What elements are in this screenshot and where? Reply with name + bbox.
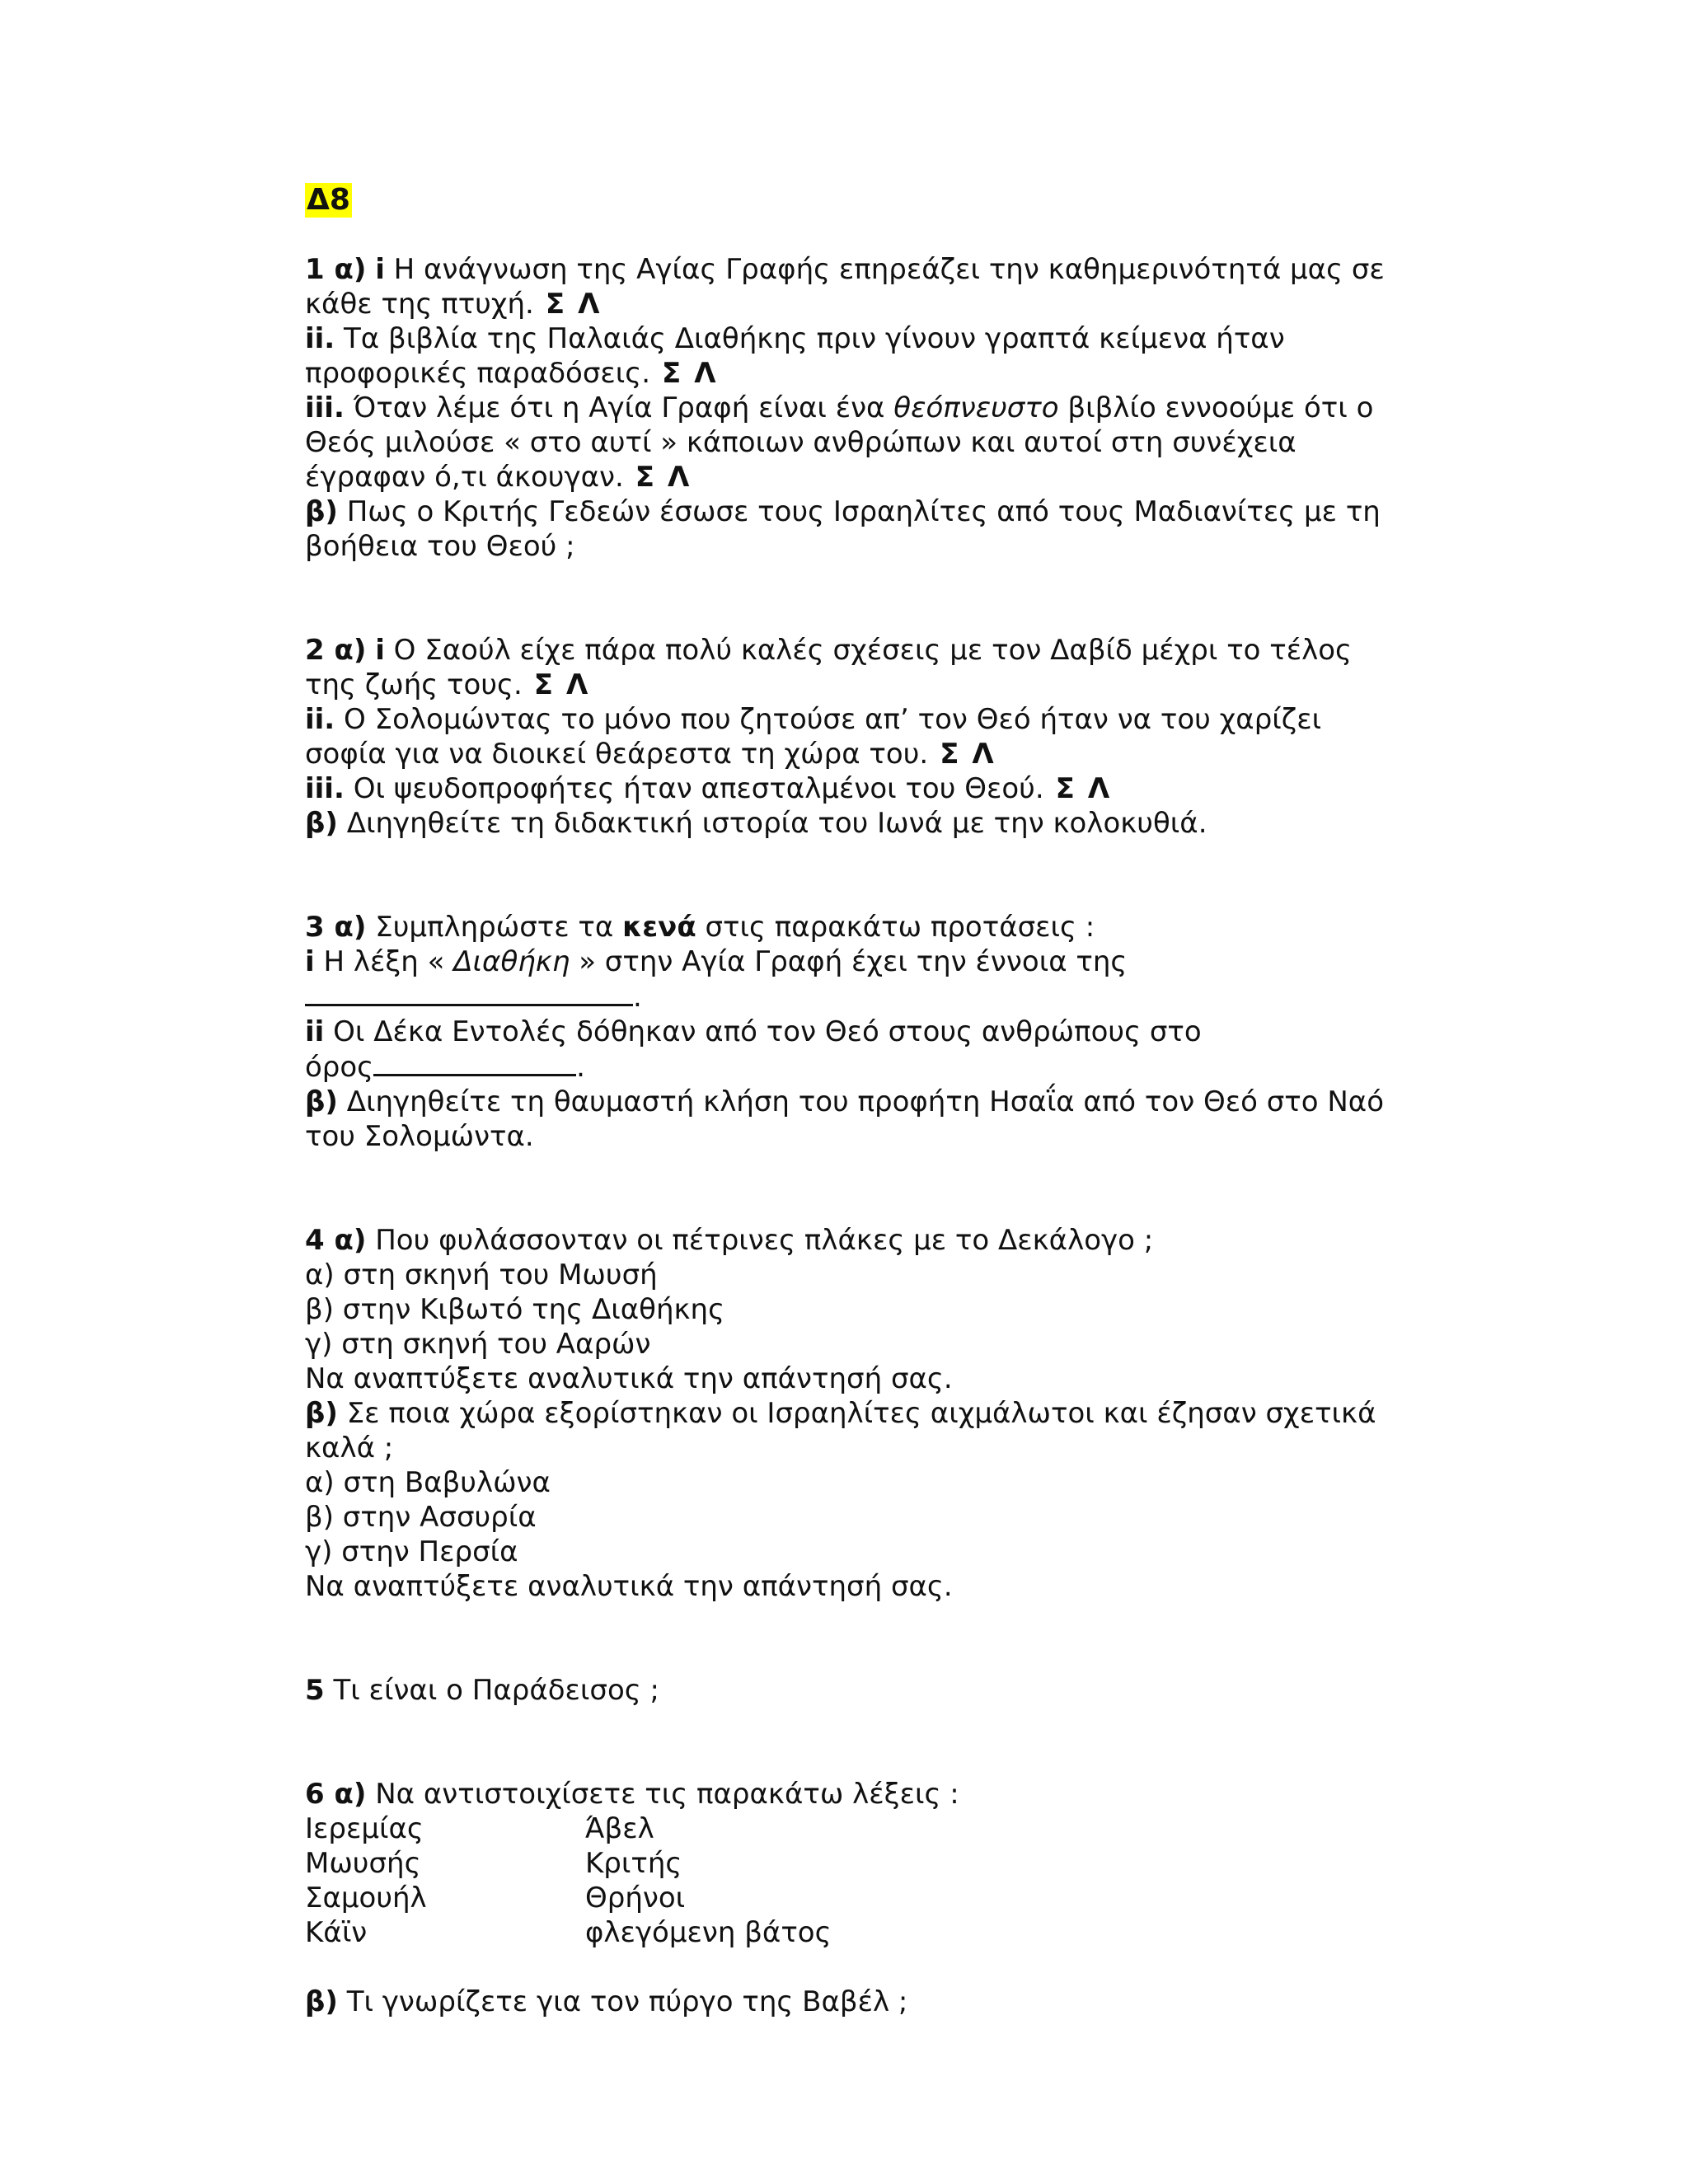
q1-ii: ii. Τα βιβλία της Παλαιάς Διαθήκης πριν γίνουν γραπτά κείμενα ήταν προφορικές παραδόσεις. Σ Λ [305, 322, 1285, 390]
q1-i-label: i [375, 253, 385, 286]
exam-content [305, 183, 1401, 2019]
q3-ii: ii Οι Δέκα Εντολές δόθηκαν από τον Θεό στους ανθρώπους στο [305, 1015, 1202, 1048]
q3-ii-cont: όρος . [305, 1051, 585, 1084]
fill-blank-line[interactable] [373, 1049, 576, 1076]
true-false-marks: Σ Λ [635, 461, 690, 494]
q1-i [305, 252, 1401, 321]
q1-b: β) Πως ο Κριτής Γεδεών έσωσε τους Ισραηλίτες από τους Μαδιανίτες με τη βοήθεια του Θεού ; [305, 495, 1381, 563]
question-2 [305, 633, 1401, 841]
match-right-item: Κριτής [585, 1847, 682, 1880]
q4-a-option: β) στην Κιβωτό της Διαθήκης [305, 1293, 725, 1326]
q6-a: 6 α) Να αντιστοιχίσετε τις παρακάτω λέξεις : [305, 1778, 959, 1811]
page-title: Δ8 [307, 183, 350, 217]
q2-i: 2 α) i Ο Σαούλ είχε πάρα πολύ καλές σχέσεις με τον Δαβίδ μέχρι το τέλος της ζωής τους. Σ Λ [305, 634, 1353, 701]
match-left-item: Κάϊν [305, 1916, 368, 1949]
q2-iii: iii. Οι ψευδοπροφήτες ήταν απεσταλμένοι του Θεού. Σ Λ [305, 772, 1110, 805]
q1-iii: iii. Όταν λέμε ότι η Αγία Γραφή είναι ένα θεόπνευστο βιβλίο εννοούμε ότι ο Θεός μιλούσε « στο αυτί » κάποιων ανθρώπων και αυτοί στη συνέχεια έγραφαν ό,τι άκουγαν. Σ Λ [305, 391, 1374, 494]
true-false-marks: Σ Λ [1055, 772, 1110, 805]
match-right-item: φλεγόμενη βάτος [585, 1916, 832, 1949]
q3-i: i Η λέξη « Διαθήκη » στην Αγία Γραφή έχει την έννοια της. [305, 945, 1128, 1014]
q4-b-option: β) στην Ασσυρία [305, 1501, 537, 1534]
q6-b: β) Τι γνωρίζετε για τον πύργο της Βαβέλ ; [305, 1985, 908, 2018]
q1-i-text: Η ανάγνωση της Αγίας Γραφής επηρεάζει την καθημερινότητά μας σε κάθε της πτυχή. [305, 253, 1385, 321]
true-false-marks: Σ Λ [545, 288, 600, 321]
q4-a: 4 α) Που φυλάσσονταν οι πέτρινες πλάκες με το Δεκάλογο ; [305, 1224, 1154, 1257]
true-false-marks: Σ Λ [940, 738, 994, 771]
question-3 [305, 910, 1401, 1154]
match-left-item: Σαμουήλ [305, 1882, 427, 1915]
true-false-marks: Σ Λ [533, 668, 588, 701]
true-false-marks: Σ Λ [662, 357, 716, 390]
q4-a-option: α) στη σκηνή του Μωυσή [305, 1258, 658, 1291]
q4-b-option: γ) στην Περσία [305, 1535, 518, 1568]
match-left-item: Μωυσής [305, 1847, 421, 1880]
question-4 [305, 1223, 1401, 1604]
q3-intro: 3 α) Συμπληρώστε τα κενά στις παρακάτω προτάσεις : [305, 911, 1095, 944]
q3-b: β) Διηγηθείτε τη θαυμαστή κλήση του προφήτη Ησαΐα από τον Θεό στο Ναό του Σολομώντα. [305, 1085, 1385, 1153]
match-right-item: Θρήνοι [585, 1882, 686, 1915]
matching-table [305, 1811, 1401, 1950]
q2-ii: ii. Ο Σολομώντας το μόνο που ζητούσε απ’ τον Θεό ήταν να του χαρίζει σοφία για να διοικεί θεάρεστα τη χώρα του. Σ Λ [305, 703, 1322, 771]
match-left-item: Ιερεμίας [305, 1812, 424, 1845]
q4-b-option: α) στη Βαβυλώνα [305, 1466, 551, 1499]
q4-b: β) Σε ποια χώρα εξορίστηκαν οι Ισραηλίτες αιχμάλωτοι και έζησαν σχετικά καλά ; [305, 1397, 1376, 1465]
question-1 [305, 252, 1401, 564]
match-right-item: Άβελ [585, 1812, 654, 1845]
q4-develop: Να αναπτύξετε αναλυτικά την απάντησή σας. [305, 1362, 953, 1395]
q4-develop: Να αναπτύξετε αναλυτικά την απάντησή σας. [305, 1570, 953, 1603]
fill-blank-line[interactable] [305, 979, 633, 1006]
q2-b: β) Διηγηθείτε τη διδακτική ιστορία του Ιωνά με την κολοκυθιά. [305, 807, 1207, 840]
question-6 [305, 1777, 1401, 2019]
question-5: 5 Τι είναι ο Παράδεισος ; [305, 1674, 659, 1707]
q1-label: 1 α) [305, 253, 367, 286]
q4-a-option: γ) στη σκηνή του Ααρών [305, 1328, 651, 1361]
